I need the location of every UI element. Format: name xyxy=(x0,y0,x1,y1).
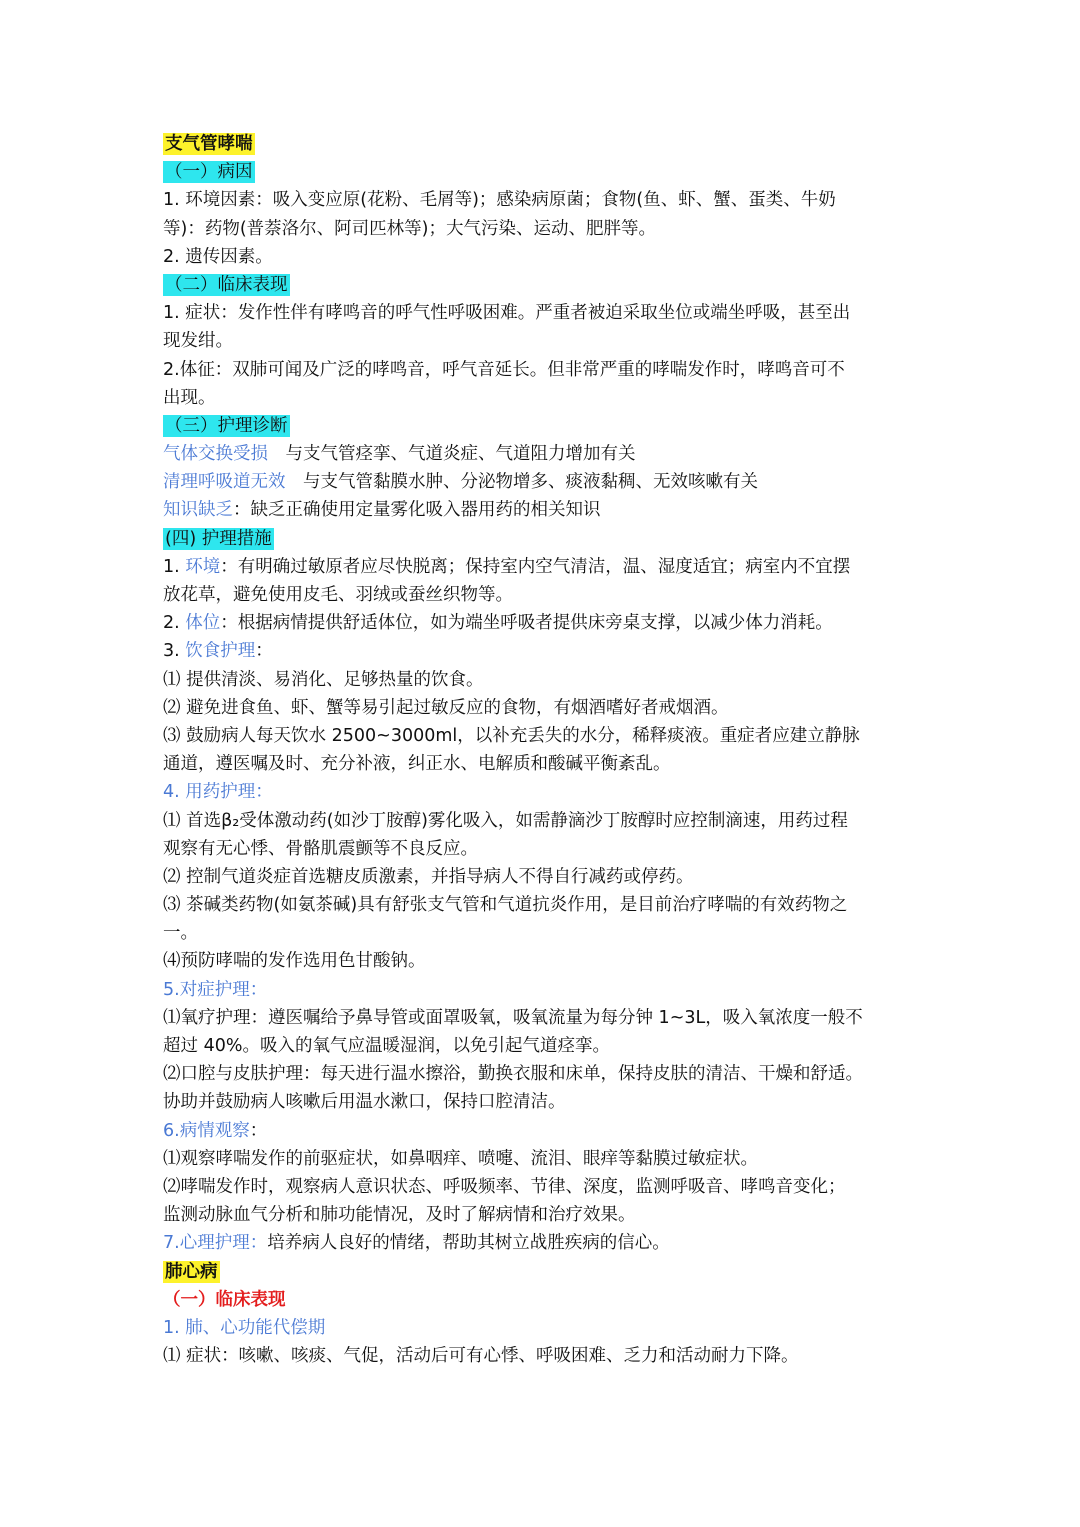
paragraph-line: ⑴观察哮喘发作的前驱症状，如鼻咽痒、喷嚏、流泪、眼痒等黏膜过敏症状。 xyxy=(163,1148,758,1169)
diagnosis-label: 气体交换受损 xyxy=(163,444,268,465)
section-title-asthma: 支气管哮喘 xyxy=(165,134,253,154)
diagnosis-item: 知识缺乏：缺乏正确使用定量雾化吸入器用药的相关知识 xyxy=(163,500,601,521)
paragraph-line: 1. 症状：发作性伴有哮鸣音的呼气性呼吸困难。严重者被迫采取坐位或端坐呼吸，甚至出 xyxy=(163,303,851,324)
measure-item: 1. 环境：有明确过敏原者应尽快脱离；保持室内空气清洁，温、湿度适宜；病室内不宜摆 xyxy=(163,556,851,577)
paragraph-line: 出现。 xyxy=(163,387,216,408)
measure-label: 体位 xyxy=(185,613,221,634)
paragraph-line: ⑶ 茶碱类药物(如氨茶碱)具有舒张支气管和气道抗炎作用，是目前治疗哮喘的有效药物之 xyxy=(163,895,848,916)
paragraph-line: 1. 环境因素：吸入变应原(花粉、毛屑等)；感染病原菌；食物(鱼、虾、蟹、蛋类、牛奶 xyxy=(163,190,836,211)
diagnosis-label: 清理呼吸道无效 xyxy=(163,472,286,493)
diagnosis-item: 气体交换受损 与支气管痉挛、气道炎症、气道阻力增加有关 xyxy=(163,444,636,465)
measure-label: 饮食护理 xyxy=(185,641,256,662)
heading-clinical-red: （一）临床表现 xyxy=(163,1289,286,1310)
paragraph-line: 观察有无心悸、骨骼肌震颤等不良反应。 xyxy=(163,838,478,859)
phase-heading: 1. 肺、心功能代偿期 xyxy=(163,1317,326,1338)
paragraph-line: 放花草，避免使用皮毛、羽绒或蚕丝织物等。 xyxy=(163,585,513,605)
paragraph-line: 2.体征：双肺可闻及广泛的哮鸣音，呼气音延长。但非常严重的哮喘发作时，哮鸣音可不 xyxy=(163,359,845,380)
paragraph-line: 2. 遗传因素。 xyxy=(163,246,273,267)
diagnosis-label: 知识缺乏 xyxy=(163,500,233,521)
document-page xyxy=(163,130,923,1370)
paragraph-line: ⑷预防哮喘的发作选用色甘酸钠。 xyxy=(163,951,426,972)
measure-label: 环境 xyxy=(185,556,221,577)
heading-measures: (四) 护理措施 xyxy=(165,528,272,549)
heading-diagnosis: （三）护理诊断 xyxy=(165,415,288,436)
paragraph-line: ⑴ 提供清淡、易消化、足够热量的饮食。 xyxy=(163,669,484,690)
paragraph-line: ⑵ 控制气道炎症首选糖皮质激素，并指导病人不得自行减药或停药。 xyxy=(163,866,694,887)
heading-etiology: （一）病因 xyxy=(165,162,253,183)
paragraph-line: ⑵口腔与皮肤护理：每天进行温水擦浴，勤换衣服和床单，保持皮肤的清洁、干燥和舒适。 xyxy=(163,1064,863,1085)
paragraph-line: ⑴氧疗护理：遵医嘱给予鼻导管或面罩吸氧，吸氧流量为每分钟 1~3L，吸入氧浓度一般不 xyxy=(163,1007,863,1028)
section-title-cor-pulmonale: 肺心病 xyxy=(165,1261,218,1282)
measure-item: 3. 饮食护理： xyxy=(163,641,273,662)
measure-label: 7.心理护理： xyxy=(163,1233,268,1254)
measure-label: 4. 用药护理： xyxy=(163,782,273,803)
paragraph-line: ⑵哮喘发作时，观察病人意识状态、呼吸频率、节律、深度，监测呼吸音、哮鸣音变化； xyxy=(163,1176,846,1197)
paragraph-line: ⑴ 症状：咳嗽、咳痰、气促，活动后可有心悸、呼吸困难、乏力和活动耐力下降。 xyxy=(163,1346,799,1367)
paragraph-line: 等)：药物(普萘洛尔、阿司匹林等)；大气污染、运动、肥胖等。 xyxy=(163,218,656,239)
paragraph-line: 超过 40%。吸入的氧气应温暖湿润，以免引起气道痉挛。 xyxy=(163,1036,610,1056)
paragraph-line: 通道，遵医嘱及时、充分补液，纠正水、电解质和酸碱平衡紊乱。 xyxy=(163,754,671,775)
paragraph-line: ⑴ 首选β₂受体激动药(如沙丁胺醇)雾化吸入，如需静滴沙丁胺醇时应控制滴速，用药过程 xyxy=(163,810,848,831)
diagnosis-item: 清理呼吸道无效 与支气管黏膜水肿、分泌物增多、痰液黏稠、无效咳嗽有关 xyxy=(163,472,758,493)
measure-item: 2. 体位：根据病情提供舒适体位，如为端坐呼吸者提供床旁桌支撑，以减少体力消耗。 xyxy=(163,613,833,634)
paragraph-line: 监测动脉血气分析和肺功能情况，及时了解病情和治疗效果。 xyxy=(163,1205,636,1226)
paragraph-line: 协助并鼓励病人咳嗽后用温水漱口，保持口腔清洁。 xyxy=(163,1092,566,1113)
measure-label: 5.对症护理： xyxy=(163,979,268,1000)
paragraph-line: ⑵ 避免进食鱼、虾、蟹等易引起过敏反应的食物，有烟酒嗜好者戒烟酒。 xyxy=(163,697,729,718)
measure-label: 6.病情观察 xyxy=(163,1120,250,1141)
heading-clinical: （二）临床表现 xyxy=(165,274,288,295)
paragraph-line: 一。 xyxy=(163,923,198,944)
paragraph-line: 现发绀。 xyxy=(163,331,233,352)
paragraph-line: ⑶ 鼓励病人每天饮水 2500~3000ml，以补充丢失的水分，稀释痰液。重症者应建立静脉 xyxy=(163,725,860,746)
measure-item: 7.心理护理：培养病人良好的情绪，帮助其树立战胜疾病的信心。 xyxy=(163,1233,670,1254)
measure-item: 6.病情观察： xyxy=(163,1120,268,1141)
